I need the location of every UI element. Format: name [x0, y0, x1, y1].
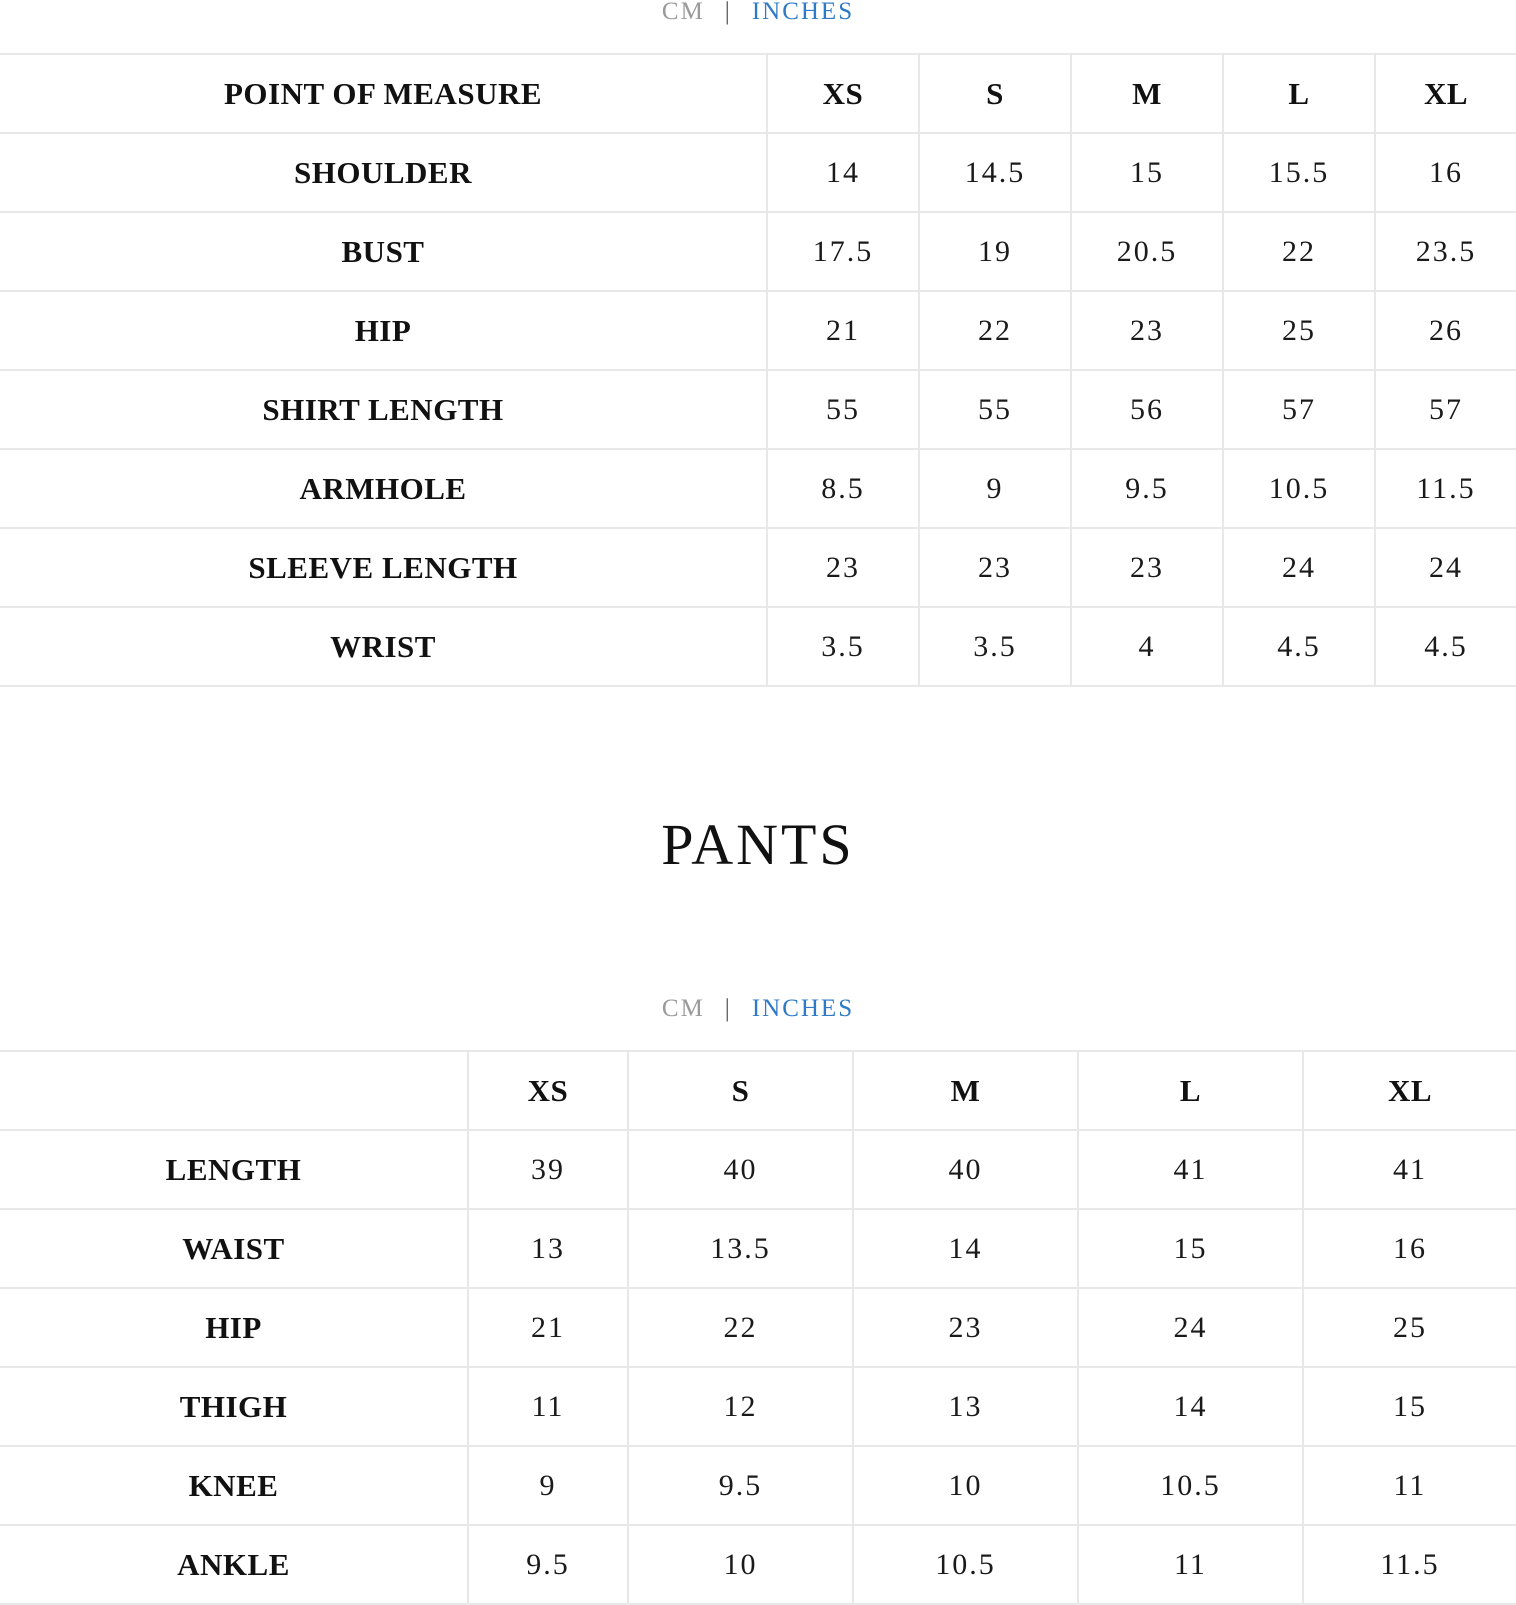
measurement-cell: 10.5	[853, 1525, 1078, 1604]
table-row	[0, 1209, 1516, 1288]
measurement-cell: 9	[919, 449, 1071, 528]
measurement-cell: 39	[468, 1130, 628, 1209]
measurement-cell: 21	[767, 291, 919, 370]
row-label: KNEE	[0, 1446, 468, 1525]
header-size-s: S	[628, 1051, 853, 1130]
measurement-cell: 12	[628, 1367, 853, 1446]
measurement-cell: 55	[767, 370, 919, 449]
header-size-l: L	[1223, 54, 1375, 133]
measurement-cell: 21	[468, 1288, 628, 1367]
measurement-cell: 57	[1223, 370, 1375, 449]
measurement-cell: 17.5	[767, 212, 919, 291]
header-size-s: S	[919, 54, 1071, 133]
unit-separator: |	[724, 0, 732, 25]
measurement-cell: 15	[1078, 1209, 1303, 1288]
measurement-cell: 23	[853, 1288, 1078, 1367]
measurement-cell: 11.5	[1303, 1525, 1516, 1604]
measurement-cell: 13	[853, 1367, 1078, 1446]
measurement-cell: 23	[919, 528, 1071, 607]
measurement-cell: 10	[628, 1525, 853, 1604]
table-row	[0, 1367, 1516, 1446]
measurement-cell: 41	[1303, 1130, 1516, 1209]
row-label: SHOULDER	[0, 133, 767, 212]
measurement-cell: 16	[1375, 133, 1516, 212]
measurement-cell: 10.5	[1078, 1446, 1303, 1525]
header-size-m: M	[853, 1051, 1078, 1130]
row-label: THIGH	[0, 1367, 468, 1446]
measurement-cell: 14	[767, 133, 919, 212]
measurement-cell: 9	[468, 1446, 628, 1525]
measurement-cell: 25	[1303, 1288, 1516, 1367]
row-label: ARMHOLE	[0, 449, 767, 528]
table-row	[0, 607, 1516, 686]
row-label: SHIRT LENGTH	[0, 370, 767, 449]
measurement-cell: 24	[1375, 528, 1516, 607]
measurement-cell: 15.5	[1223, 133, 1375, 212]
measurement-cell: 10	[853, 1446, 1078, 1525]
table-row	[0, 449, 1516, 528]
pants-section-title: PANTS	[661, 812, 855, 877]
pants-size-table	[0, 1050, 1516, 1605]
measurement-cell: 22	[628, 1288, 853, 1367]
measurement-cell: 11	[1303, 1446, 1516, 1525]
measurement-cell: 3.5	[767, 607, 919, 686]
measurement-cell: 22	[919, 291, 1071, 370]
table-row	[0, 133, 1516, 212]
measurement-cell: 4.5	[1223, 607, 1375, 686]
unit-cm-option[interactable]: CM	[661, 0, 705, 25]
row-label: SLEEVE LENGTH	[0, 528, 767, 607]
measurement-cell: 9.5	[1071, 449, 1223, 528]
measurement-cell: 13.5	[628, 1209, 853, 1288]
unit-inches-option[interactable]: INCHES	[751, 995, 855, 1022]
measurement-cell: 8.5	[767, 449, 919, 528]
measurement-cell: 26	[1375, 291, 1516, 370]
header-measure-blank	[0, 1051, 468, 1130]
measurement-cell: 11	[468, 1367, 628, 1446]
table-row	[0, 1288, 1516, 1367]
measurement-cell: 23.5	[1375, 212, 1516, 291]
table-row	[0, 291, 1516, 370]
measurement-cell: 23	[1071, 291, 1223, 370]
measurement-cell: 23	[767, 528, 919, 607]
table-row	[0, 1525, 1516, 1604]
header-size-m: M	[1071, 54, 1223, 133]
measurement-cell: 11.5	[1375, 449, 1516, 528]
row-label: HIP	[0, 1288, 468, 1367]
measurement-cell: 24	[1223, 528, 1375, 607]
unit-inches-option[interactable]: INCHES	[751, 0, 855, 25]
header-size-xs: XS	[468, 1051, 628, 1130]
measurement-cell: 4.5	[1375, 607, 1516, 686]
table-row	[0, 370, 1516, 449]
measurement-cell: 13	[468, 1209, 628, 1288]
measurement-cell: 14.5	[919, 133, 1071, 212]
measurement-cell: 4	[1071, 607, 1223, 686]
table-row	[0, 212, 1516, 291]
measurement-cell: 9.5	[468, 1525, 628, 1604]
measurement-cell: 57	[1375, 370, 1516, 449]
measurement-cell: 14	[1078, 1367, 1303, 1446]
header-size-xl: XL	[1303, 1051, 1516, 1130]
measurement-cell: 56	[1071, 370, 1223, 449]
unit-cm-option[interactable]: CM	[661, 995, 705, 1022]
table-row	[0, 1446, 1516, 1525]
measurement-cell: 55	[919, 370, 1071, 449]
measurement-cell: 15	[1071, 133, 1223, 212]
header-point-of-measure: POINT OF MEASURE	[0, 54, 767, 133]
measurement-cell: 15	[1303, 1367, 1516, 1446]
measurement-cell: 3.5	[919, 607, 1071, 686]
measurement-cell: 25	[1223, 291, 1375, 370]
shirt-unit-toggle	[0, 0, 1516, 27]
measurement-cell: 41	[1078, 1130, 1303, 1209]
measurement-cell: 24	[1078, 1288, 1303, 1367]
header-size-l: L	[1078, 1051, 1303, 1130]
measurement-cell: 22	[1223, 212, 1375, 291]
measurement-cell: 40	[628, 1130, 853, 1209]
measurement-cell: 11	[1078, 1525, 1303, 1604]
measurement-cell: 10.5	[1223, 449, 1375, 528]
row-label: ANKLE	[0, 1525, 468, 1604]
pants-unit-toggle	[0, 994, 1516, 1024]
unit-separator: |	[724, 995, 732, 1022]
measurement-cell: 14	[853, 1209, 1078, 1288]
measurement-cell: 9.5	[628, 1446, 853, 1525]
measurement-cell: 16	[1303, 1209, 1516, 1288]
table-row	[0, 528, 1516, 607]
header-size-xs: XS	[767, 54, 919, 133]
measurement-cell: 19	[919, 212, 1071, 291]
shirt-size-table	[0, 53, 1516, 687]
row-label: LENGTH	[0, 1130, 468, 1209]
header-size-xl: XL	[1375, 54, 1516, 133]
row-label: BUST	[0, 212, 767, 291]
table-row	[0, 1130, 1516, 1209]
pants-header-row	[0, 1051, 1516, 1130]
row-label: HIP	[0, 291, 767, 370]
shirt-header-row	[0, 54, 1516, 133]
row-label: WAIST	[0, 1209, 468, 1288]
measurement-cell: 20.5	[1071, 212, 1223, 291]
measurement-cell: 23	[1071, 528, 1223, 607]
measurement-cell: 40	[853, 1130, 1078, 1209]
row-label: WRIST	[0, 607, 767, 686]
